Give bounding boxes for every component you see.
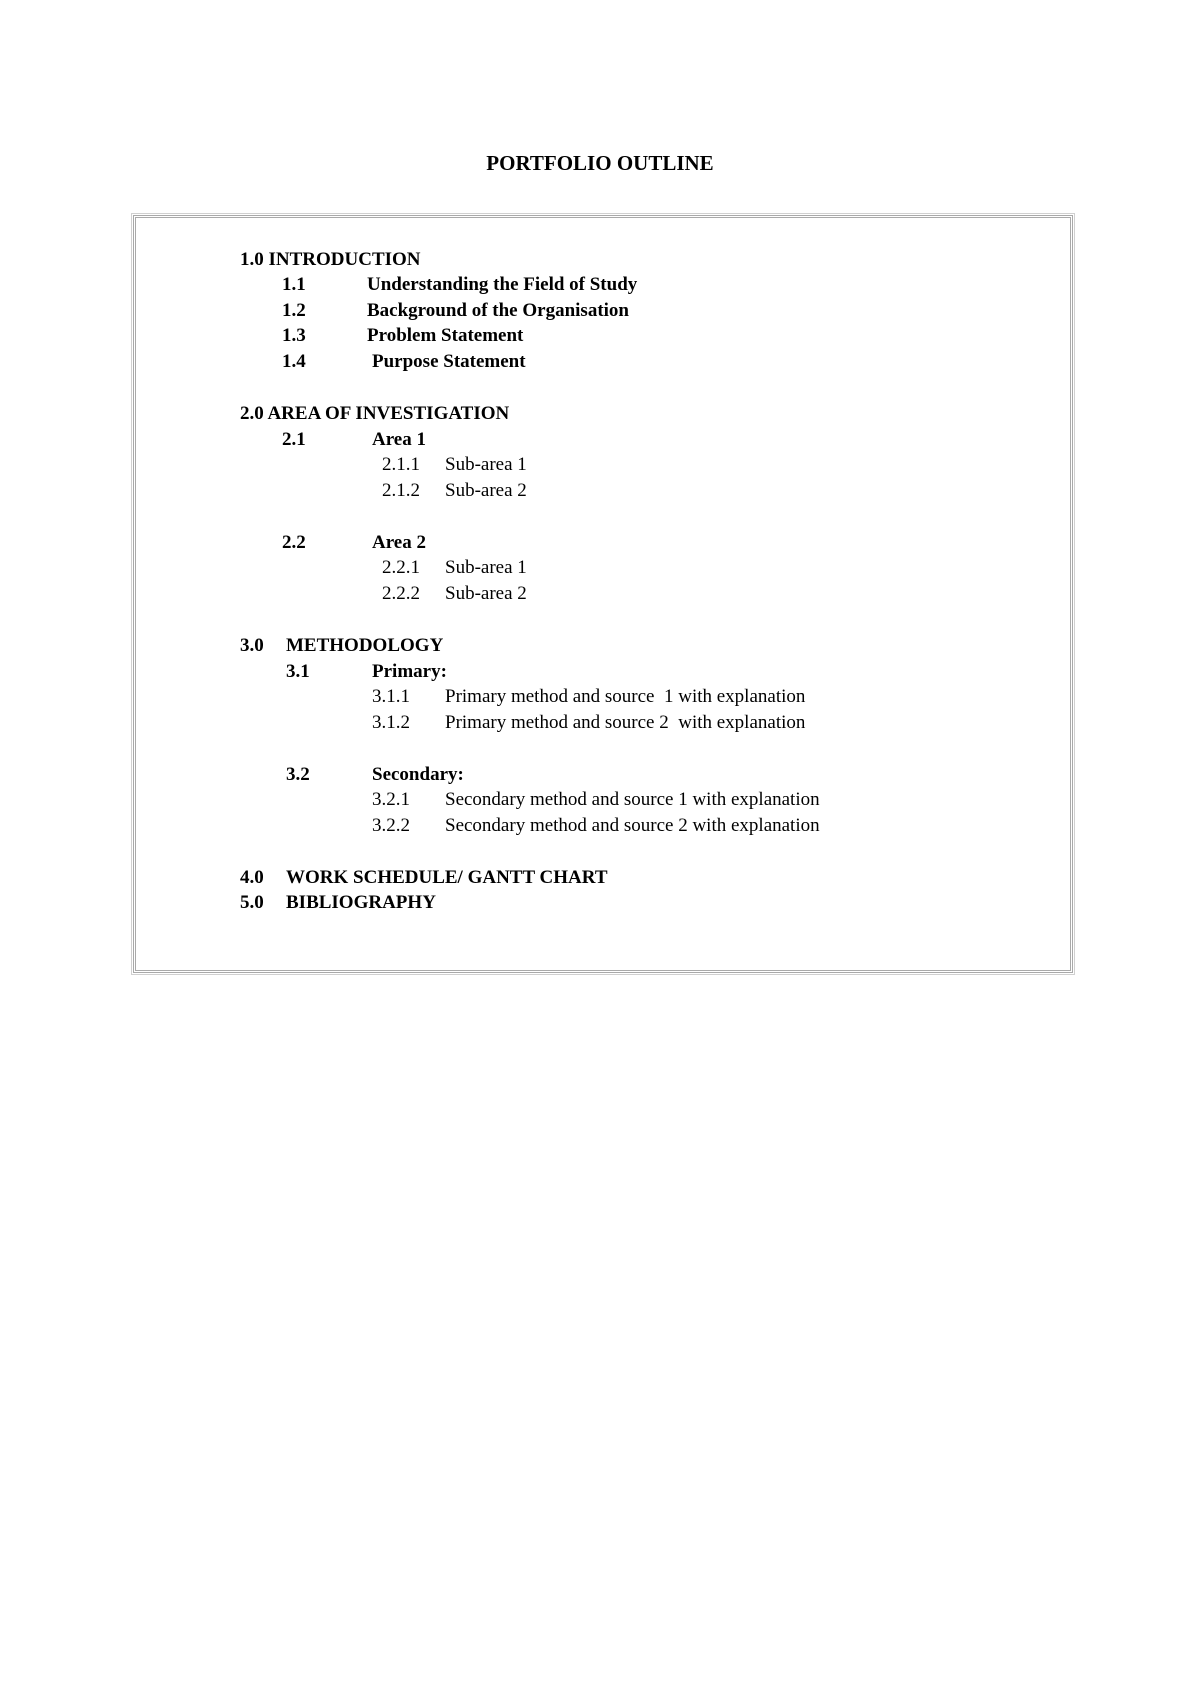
section-number: 2.0	[240, 403, 264, 424]
item-number: 3.1.1	[372, 686, 410, 707]
item-number: 3.2.2	[372, 815, 410, 836]
item-number: 2.1.1	[382, 454, 420, 475]
item-label: Secondary method and source 2 with explanation	[445, 815, 820, 836]
item-label: Sub-area 1	[445, 557, 527, 578]
page-title: PORTFOLIO OUTLINE	[486, 151, 714, 175]
item-label: Area 1	[372, 429, 426, 450]
item-number: 2.2.1	[382, 557, 420, 578]
item-label: Secondary:	[372, 764, 464, 785]
section-label: BIBLIOGRAPHY	[286, 892, 436, 913]
item-number: 3.2	[286, 764, 310, 785]
section-heading-area-of-investigation	[240, 402, 509, 426]
item-number: 3.1.2	[372, 712, 410, 733]
section-label: INTRODUCTION	[268, 249, 421, 270]
section-number: 3.0	[240, 635, 264, 656]
section-label: METHODOLOGY	[286, 635, 444, 656]
section-number: 5.0	[240, 892, 264, 913]
outline-box	[133, 215, 1073, 973]
item-label: Sub-area 1	[445, 454, 527, 475]
section-heading-introduction	[240, 248, 421, 272]
item-label: Understanding the Field of Study	[367, 274, 638, 295]
item-label: Primary method and source 1 with explanation	[445, 686, 806, 707]
item-number: 1.2	[282, 300, 306, 321]
item-label: Secondary method and source 1 with explanation	[445, 789, 820, 810]
item-number: 1.1	[282, 274, 306, 295]
section-label: AREA OF INVESTIGATION	[267, 403, 510, 424]
section-number: 4.0	[240, 867, 264, 888]
item-label: Problem Statement	[367, 325, 524, 346]
item-label: Background of the Organisation	[367, 300, 629, 321]
item-label: Primary:	[372, 661, 447, 682]
item-number: 3.2.1	[372, 789, 410, 810]
item-number: 1.4	[282, 351, 306, 372]
item-number: 2.2.2	[382, 583, 420, 604]
item-label: Sub-area 2	[445, 480, 527, 501]
item-number: 2.2	[282, 532, 306, 553]
section-label: WORK SCHEDULE/ GANTT CHART	[286, 867, 608, 888]
item-number: 2.1	[282, 429, 306, 450]
item-number: 1.3	[282, 325, 306, 346]
item-number: 2.1.2	[382, 480, 420, 501]
item-number: 3.1	[286, 661, 310, 682]
section-number: 1.0	[240, 249, 264, 270]
item-label: Purpose Statement	[372, 351, 526, 372]
item-label: Sub-area 2	[445, 583, 527, 604]
item-label: Area 2	[372, 532, 426, 553]
item-label: Primary method and source 2 with explanation	[445, 712, 806, 733]
